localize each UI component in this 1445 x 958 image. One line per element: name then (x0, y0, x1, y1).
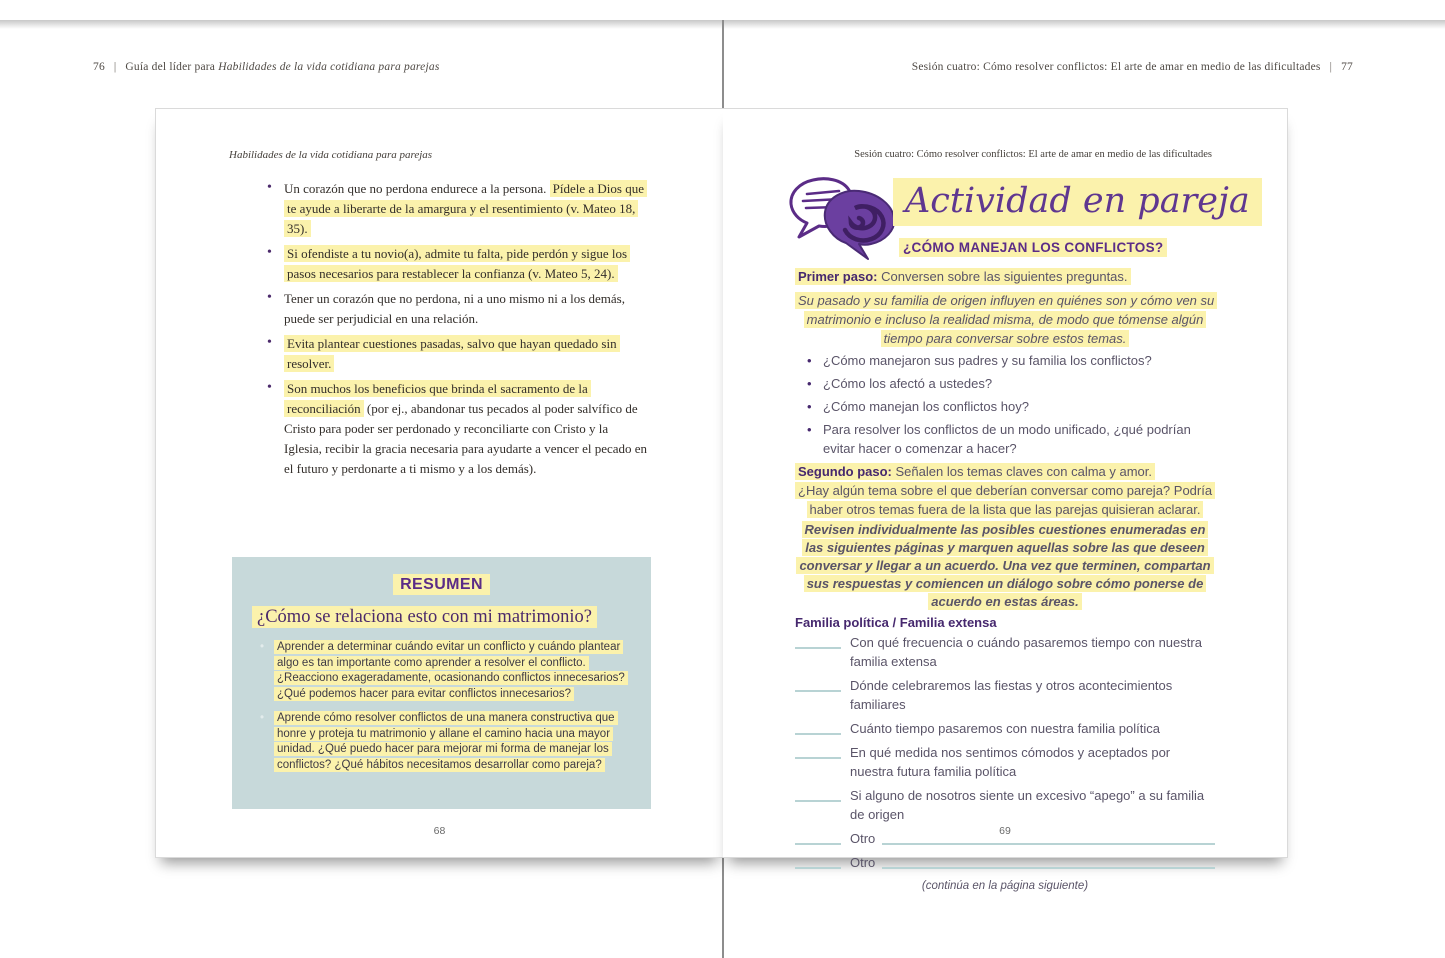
checklist-row: Cuánto tiempo pasaremos con nuestra familia política (795, 719, 1215, 738)
list-item: • ¿Cómo manejan los conflictos hoy? (807, 397, 1215, 416)
list-item: • Aprende cómo resolver conflictos de una manera constructiva que honre y proteja tu matrimonio y allane el camino hacia una mayor unidad. ¿Qué puedo hacer para mejorar mi forma de manejar los conflictos? ¿Qué hábitos necesitamos desarrollar como pareja? (260, 711, 633, 773)
checklist-row: En qué medida nos sentimos cómodos y aceptados por nuestra futura familia política (795, 743, 1215, 781)
right-header-text: Sesión cuatro: Cómo resolver conflictos: El arte de amar en medio de las dificultades (911, 61, 1321, 73)
right-page-body (795, 267, 1215, 896)
speech-bubbles-icon (787, 175, 901, 268)
header-divider: | (113, 61, 117, 73)
left-bullet-list (266, 179, 648, 484)
list-item: • Evita plantear cuestiones pasadas, salvo que hayan quedado sin resolver. (266, 334, 648, 374)
step2-paragraph: ¿Hay algún tema sobre el que deberían conversar como pareja? Podría haber otros temas fuera de la lista que las parejas quisieran aclarar. (795, 481, 1215, 519)
left-header-text: Guía del líder para (125, 61, 216, 73)
list-item: • ¿Cómo manejaron sus padres y su familia los conflictos? (807, 351, 1215, 370)
step1-question-list (795, 351, 1215, 458)
list-item: • Son muchos los beneficios que brinda el sacramento de la reconciliación (por ej., abandonar tus pecados al poder salvífico de Cristo para poder ser perdonado y reconciliarte con Cristo y la Iglesia, recibir la gracia necesaria para ayudarte a vencer el pecado en el futuro y perdonarte a ti mismo y a los demás). (266, 379, 648, 479)
list-item: • ¿Cómo los afectó a ustedes? (807, 374, 1215, 393)
list-item: • Si ofendiste a tu novio(a), admite tu falta, pide perdón y sigue los pasos necesarios para restablecer la confianza (v. Mateo 5, 24). (266, 244, 648, 284)
list-item: • Tener un corazón que no perdona, ni a uno mismo ni a los demás, puede ser perjudicial en una relación. (266, 289, 648, 329)
other-label: Otro (850, 831, 876, 846)
checklist-row: Con qué frecuencia o cuándo pasaremos tiempo con nuestra familia extensa (795, 633, 1215, 671)
answer-blank-line (795, 786, 841, 802)
right-book-page (723, 108, 1288, 892)
resumen-bullet-list (260, 640, 633, 773)
left-folio: 76 (93, 61, 105, 73)
left-page-running-head: Habilidades de la vida cotidiana para parejas (229, 149, 433, 161)
answer-blank-line (795, 743, 841, 759)
write-in-line (882, 853, 1215, 869)
left-header-book-title: Habilidades de la vida cotidiana para parejas (218, 61, 440, 73)
other-label: Otro (850, 855, 876, 870)
resumen-title: RESUMEN (232, 557, 651, 594)
resumen-summary-box (232, 557, 651, 809)
checklist-row: Dónde celebraremos las fiestas y otros acontecimientos familiares (795, 676, 1215, 714)
continuation-note: (continúa en la página siguiente) (921, 880, 1089, 892)
right-page-running-head: Sesión cuatro: Cómo resolver conflictos: El arte de amar en medio de las dificultades (854, 149, 1212, 160)
list-item: • Un corazón que no perdona endurece a la persona. Pídele a Dios que te ayude a liberarte de la amargura y el resentimiento (v. Mateo 18, 35). (266, 179, 648, 239)
step1-intro: Su pasado y su familia de origen influyen en quiénes son y cómo ven su matrimonio e incluso la realidad misma, de modo que tómense algún tiempo para conversar sobre estos temas. (795, 291, 1215, 348)
right-page-number: 69 (999, 825, 1011, 837)
resumen-heading: ¿Cómo se relaciona esto con mi matrimonio? (252, 607, 651, 628)
left-book-page (155, 108, 723, 858)
checklist-heading: Familia política / Familia extensa (795, 615, 997, 630)
checklist-row: Si alguno de nosotros siente un excesivo “apego” a su familia de origen (795, 786, 1215, 824)
answer-blank-line (795, 676, 841, 692)
left-page-number: 68 (433, 825, 446, 837)
answer-blank-line (795, 719, 841, 735)
right-running-header (912, 61, 1353, 73)
right-folio: 77 (1341, 61, 1353, 73)
step1-lead: Primer paso: Conversen sobre las siguientes preguntas. (795, 267, 1215, 286)
step2-instruction: Revisen individualmente las posibles cuestiones enumeradas en las siguientes páginas y marquen aquellas sobre las que deseen conversar y llegar a un acuerdo. Una vez que terminen, compartan sus respuestas y comiencen un diálogo sobre cómo ponerse de acuerdo en estas áreas. (795, 521, 1215, 611)
checklist-row-other (795, 853, 1215, 872)
answer-blank-line (795, 853, 841, 869)
left-running-header (93, 61, 440, 73)
list-item: • Aprender a determinar cuándo evitar un conflicto y cuándo plantear algo es tan importante como aprender a resolver el conflicto. ¿Reacciono exageradamente, ocasionando conflictos innecesarios? ¿Qué podemos hacer para evitar conflictos innecesarios? (260, 640, 633, 702)
header-divider: | (1329, 61, 1333, 73)
step2-lead: Segundo paso: Señalen los temas claves con calma y amor. (795, 462, 1215, 481)
list-item: • Para resolver los conflictos de un modo unificado, ¿qué podrían evitar hacer o comenzar a hacer? (807, 420, 1215, 458)
activity-title: Actividad en pareja (893, 181, 1262, 221)
answer-blank-line (795, 633, 841, 649)
activity-subtitle: ¿CÓMO MANEJAN LOS CONFLICTOS? (899, 239, 1167, 257)
